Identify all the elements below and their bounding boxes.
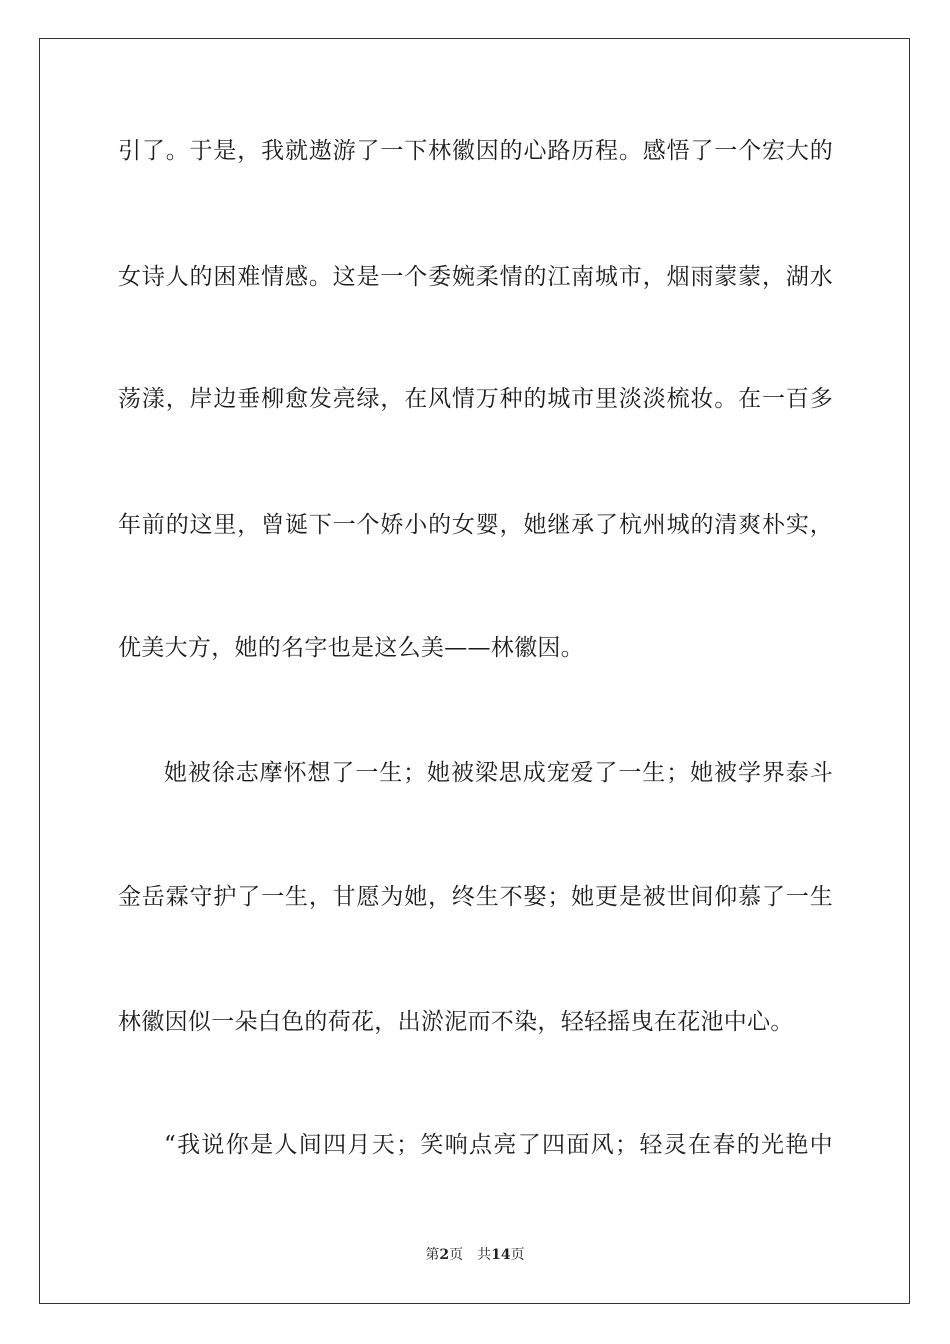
- text-line-1: 引了。于是，我就遨游了一下林徽因的心路历程。感悟了一个宏大的: [118, 138, 833, 164]
- text-line-9: “我说你是人间四月天；笑响点亮了四面风；轻灵在春的光艳中: [164, 1132, 833, 1158]
- page-footer: [0, 1246, 950, 1264]
- footer-page-prefix: 第: [425, 1247, 440, 1263]
- text-line-2: 女诗人的困难情感。这是一个委婉柔情的江南城市，烟雨蒙蒙，湖水: [118, 264, 833, 290]
- text-line-8: 林徽因似一朵白色的荷花，出淤泥而不染，轻轻摇曳在花池中心。: [118, 1009, 794, 1035]
- footer-total-pages: 14: [491, 1247, 511, 1263]
- text-line-3: 荡漾，岸边垂柳愈发亮绿，在风情万种的城市里淡淡梳妆。在一百多: [118, 386, 833, 412]
- text-line-5: 优美大方，她的名字也是这么美——林徽因。: [118, 635, 584, 661]
- text-line-7: 金岳霖守护了一生，甘愿为她，终生不娶；她更是被世间仰慕了一生: [118, 884, 833, 910]
- text-line-6: 她被徐志摩怀想了一生；她被梁思成宠爱了一生；她被学界泰斗: [164, 760, 833, 786]
- footer-page-number: 2: [439, 1247, 450, 1263]
- page-border: [39, 38, 910, 1304]
- footer-page-suffix: 页: [449, 1247, 464, 1263]
- text-line-4: 年前的这里，曾诞下一个娇小的女婴，她继承了杭州城的清爽朴实，: [118, 512, 833, 538]
- footer-total-prefix: 共: [477, 1247, 492, 1263]
- footer-total-suffix: 页: [510, 1247, 525, 1263]
